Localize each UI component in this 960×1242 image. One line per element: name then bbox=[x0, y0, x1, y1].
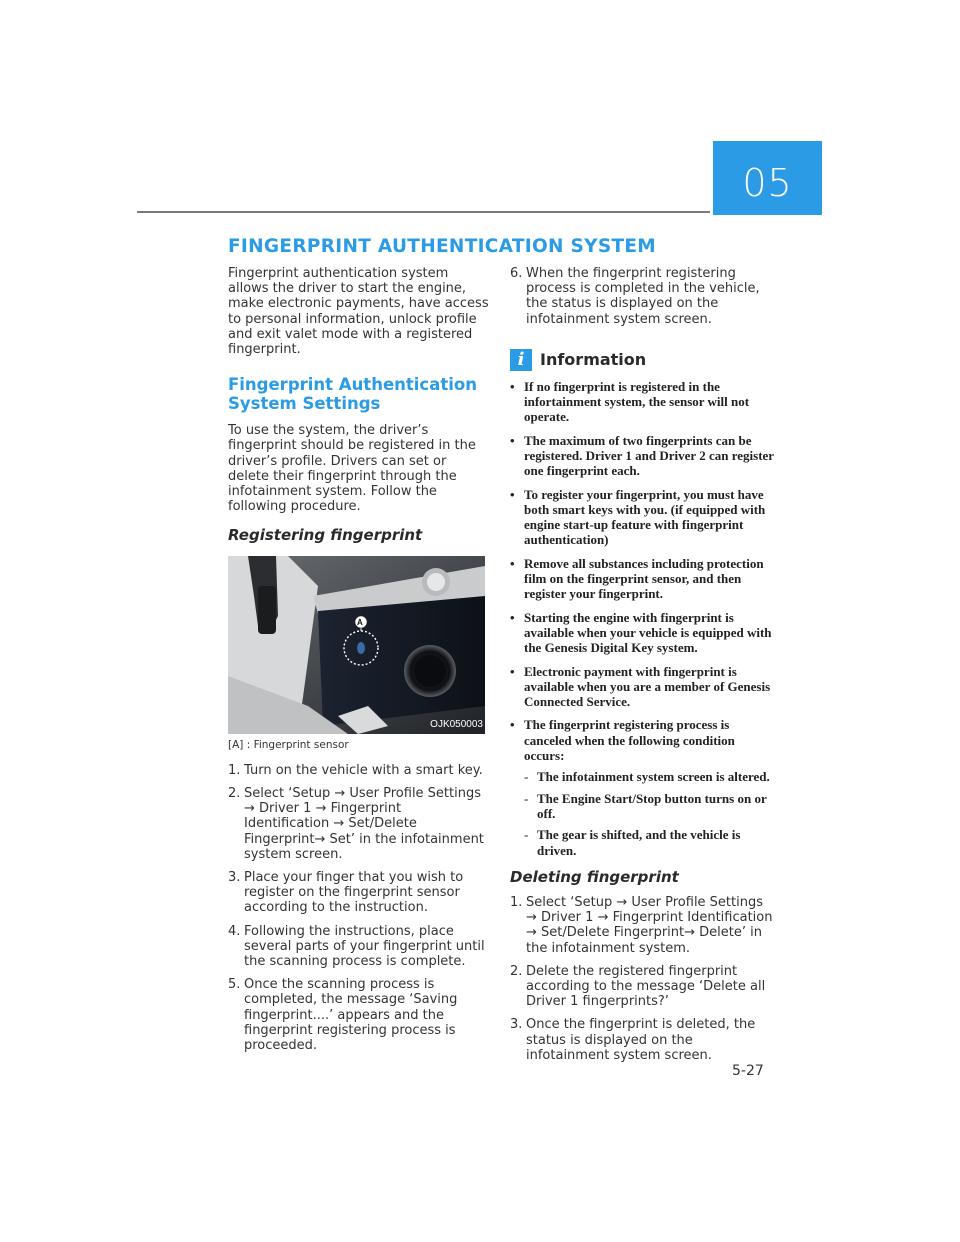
page-number: 5-27 bbox=[732, 1063, 764, 1079]
list-item: • The maximum of two fingerprints can be registered. Driver 1 and Driver 2 can register one fingerprint each. bbox=[510, 432, 774, 479]
list-item bbox=[510, 266, 775, 327]
list-item bbox=[510, 964, 775, 1010]
right-column bbox=[510, 266, 775, 1071]
fingerprint-sensor-photo bbox=[228, 556, 485, 734]
list-item: • Electronic payment with fingerprint is available when you are a member of Genesis Connected Service. bbox=[510, 663, 771, 710]
info-text: Starting the engine with fingerprint is available when your vehicle is equipped with the Genesis Digital Key system. bbox=[524, 609, 772, 656]
step-text: Turn on the vehicle with a smart key. bbox=[244, 762, 483, 778]
step-text: Once the scanning process is completed, the message ‘Saving fingerprint....’ appears and the fingerprint registering process is proceeded. bbox=[244, 977, 458, 1054]
sub-list-item: - The Engine Start/Stop button turns on or off. bbox=[524, 790, 767, 821]
deleting-heading: Deleting fingerprint bbox=[510, 867, 679, 886]
list-item: • Remove all substances including protection film on the fingerprint sensor, and then register your fingerprint. bbox=[510, 555, 764, 602]
list-item: • Starting the engine with fingerprint is available when your vehicle is equipped with the Genesis Digital Key system. bbox=[510, 609, 772, 656]
list-item bbox=[510, 895, 775, 956]
info-text: The fingerprint registering process is canceled when the following condition occurs: bbox=[524, 717, 735, 764]
step-number: 1. bbox=[228, 762, 241, 778]
information-list bbox=[510, 379, 775, 858]
registering-steps-continued bbox=[510, 266, 775, 327]
list-item: • The fingerprint registering process is canceled when the following condition occurs: - The infotainment system screen is altered. - The Engine Start/Stop button turns on or off. - The gear is shifted, and the vehicle is driven. bbox=[510, 717, 775, 857]
step-text: Select ‘Setup → User Profile Settings → Driver 1 → Fingerprint Identification → Set/Delete Fingerprint→ Set’ in the infotainment system screen. bbox=[244, 786, 484, 862]
info-text: Remove all substances including protection film on the fingerprint sensor, and then register your fingerprint. bbox=[524, 555, 764, 602]
information-sub-list bbox=[524, 769, 775, 857]
header-rule bbox=[137, 211, 710, 213]
step-text: When the fingerprint registering process is completed in the vehicle, the status is displayed on the infotainment system screen. bbox=[526, 266, 760, 327]
info-text: To register your fingerprint, you must have both smart keys with you. (if equipped with engine start-up feature with fingerprint authentication) bbox=[524, 486, 766, 548]
info-text: Electronic payment with fingerprint is available when you are a member of Genesis Connected Service. bbox=[524, 663, 771, 710]
list-item: • If no fingerprint is registered in the infortainment system, the sensor will not operate. bbox=[510, 378, 750, 425]
step-number: 3. bbox=[510, 1017, 523, 1033]
step-number: 6. bbox=[510, 266, 523, 281]
registering-steps bbox=[228, 763, 490, 1053]
chapter-number: 05 bbox=[742, 161, 793, 205]
list-item bbox=[228, 924, 490, 970]
sub-info-text: The infotainment system screen is altered. bbox=[537, 769, 770, 785]
sub-list-item: - The gear is shifted, and the vehicle is driven. bbox=[524, 827, 741, 858]
figure-code: OJK050003 bbox=[430, 719, 483, 731]
figure-marker: A bbox=[357, 617, 363, 627]
info-text: The maximum of two fingerprints can be registered. Driver 1 and Driver 2 can register one fingerprint each. bbox=[524, 432, 774, 479]
settings-paragraph: To use the system, the driver’s fingerprint should be registered in the driver’s profile. Drivers can set or delete their fingerprint through the infotainment system. Follow the following procedure. bbox=[228, 423, 476, 515]
section-title: FINGERPRINT AUTHENTICATION SYSTEM bbox=[228, 236, 657, 257]
step-number: 2. bbox=[510, 963, 523, 979]
step-text: Select ‘Setup → User Profile Settings → Driver 1 → Fingerprint Identification → Set/Delete Fingerprint→ Delete’ in the infotainment system. bbox=[526, 895, 773, 956]
dashboard-illustration bbox=[228, 556, 485, 734]
step-number: 4. bbox=[228, 923, 241, 939]
step-text: Once the fingerprint is deleted, the status is displayed on the infotainment system screen. bbox=[526, 1017, 756, 1063]
step-number: 5. bbox=[228, 977, 241, 993]
list-item bbox=[228, 786, 490, 862]
intro-paragraph: Fingerprint authentication system allows the driver to start the engine, make electronic payments, have access to personal information, unlock profile and exit valet mode with a registered fingerprint. bbox=[228, 266, 489, 358]
settings-heading: Fingerprint Authentication System Settings bbox=[228, 375, 477, 414]
step-number: 3. bbox=[228, 870, 241, 886]
list-item bbox=[228, 870, 490, 916]
sub-list-item: - The infotainment system screen is altered. bbox=[524, 769, 770, 785]
step-text: Place your finger that you wish to register on the fingerprint sensor according to the instruction. bbox=[244, 870, 464, 916]
list-item bbox=[228, 763, 490, 778]
list-item bbox=[228, 977, 490, 1053]
info-text: If no fingerprint is registered in the infortainment system, the sensor will not operate. bbox=[524, 378, 750, 425]
sub-info-text: The Engine Start/Stop button turns on or off. bbox=[537, 790, 767, 821]
figure-caption: [A] : Fingerprint sensor bbox=[228, 738, 349, 751]
info-icon: i bbox=[510, 349, 532, 371]
left-column bbox=[228, 266, 490, 1061]
information-title: Information bbox=[540, 350, 647, 370]
step-number: 2. bbox=[228, 786, 241, 802]
registering-heading: Registering fingerprint bbox=[228, 526, 423, 545]
sub-info-text: The gear is shifted, and the vehicle is driven. bbox=[537, 827, 741, 858]
deleting-steps bbox=[510, 895, 775, 1063]
list-item: • To register your fingerprint, you must have both smart keys with you. (if equipped with engine start-up feature with fingerprint authentication) bbox=[510, 486, 766, 548]
information-header bbox=[510, 349, 775, 371]
chapter-tab bbox=[713, 141, 822, 215]
step-text: Following the instructions, place several parts of your fingerprint until the scanning process is complete. bbox=[244, 923, 485, 970]
list-item bbox=[510, 1017, 775, 1063]
step-text: Delete the registered fingerprint according to the message ‘Delete all Driver 1 fingerprints?’ bbox=[526, 963, 766, 1010]
step-number: 1. bbox=[510, 895, 523, 911]
